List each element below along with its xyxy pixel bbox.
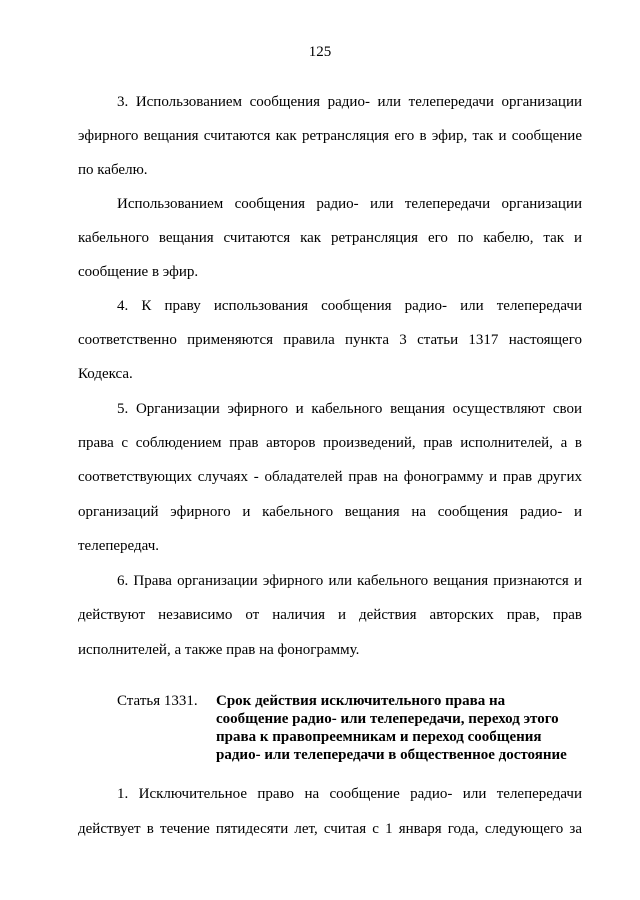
- item-5-line-2: права с соблюдением прав авторов произведений, прав исполнителей, а в: [78, 435, 582, 451]
- cable-paragraph-line-3: сообщение в эфир.: [78, 264, 199, 280]
- article-item-1-line-1: 1. Исключительное право на сообщение радио- или телепередачи: [117, 786, 582, 802]
- item-6-line-1: 6. Права организации эфирного или кабельного вещания признаются и: [117, 573, 582, 589]
- item-3-line-2: эфирного вещания считаются как ретрансляция его в эфир, так и сообщение: [78, 128, 582, 144]
- item-3-line-3: по кабелю.: [78, 162, 148, 178]
- cable-paragraph-line-2: кабельного вещания считаются как ретрансляция его по кабелю, так и: [78, 230, 582, 246]
- item-3-line-1: 3. Использованием сообщения радио- или телепередачи организации: [117, 94, 582, 110]
- item-4-line-2: соответственно применяются правила пункта 3 статьи 1317 настоящего: [78, 332, 582, 348]
- item-4-line-1: 4. К праву использования сообщения радио- или телепередачи: [117, 298, 582, 314]
- item-5-line-5: телепередач.: [78, 538, 159, 554]
- article-title-line-1: Срок действия исключительного права на: [216, 693, 506, 709]
- item-4-line-3: Кодекса.: [78, 366, 133, 382]
- item-5-line-1: 5. Организации эфирного и кабельного вещания осуществляют свои: [117, 401, 582, 417]
- article-title-line-3: права к правопреемникам и переход сообщения: [216, 729, 542, 745]
- item-6-line-2: действуют независимо от наличия и действия авторских прав, прав: [78, 607, 582, 623]
- article-item-1-line-2: действует в течение пятидесяти лет, считая с 1 января года, следующего за: [78, 821, 582, 837]
- cable-paragraph-line-1: Использованием сообщения радио- или телепередачи организации: [117, 196, 582, 212]
- article-number: Статья 1331.: [117, 693, 198, 709]
- page-number: 125: [308, 44, 332, 60]
- item-5-line-3: соответствующих случаях - обладателей прав на фонограмму и прав других: [78, 469, 582, 485]
- item-5-line-4: организаций эфирного и кабельного вещания на сообщения радио- и: [78, 504, 582, 520]
- item-6-line-3: исполнителей, а также прав на фонограмму.: [78, 642, 360, 658]
- article-title-line-2: сообщение радио- или телепередачи, переход этого: [216, 711, 559, 727]
- article-title-line-4: радио- или телепередачи в общественное достояние: [216, 747, 567, 763]
